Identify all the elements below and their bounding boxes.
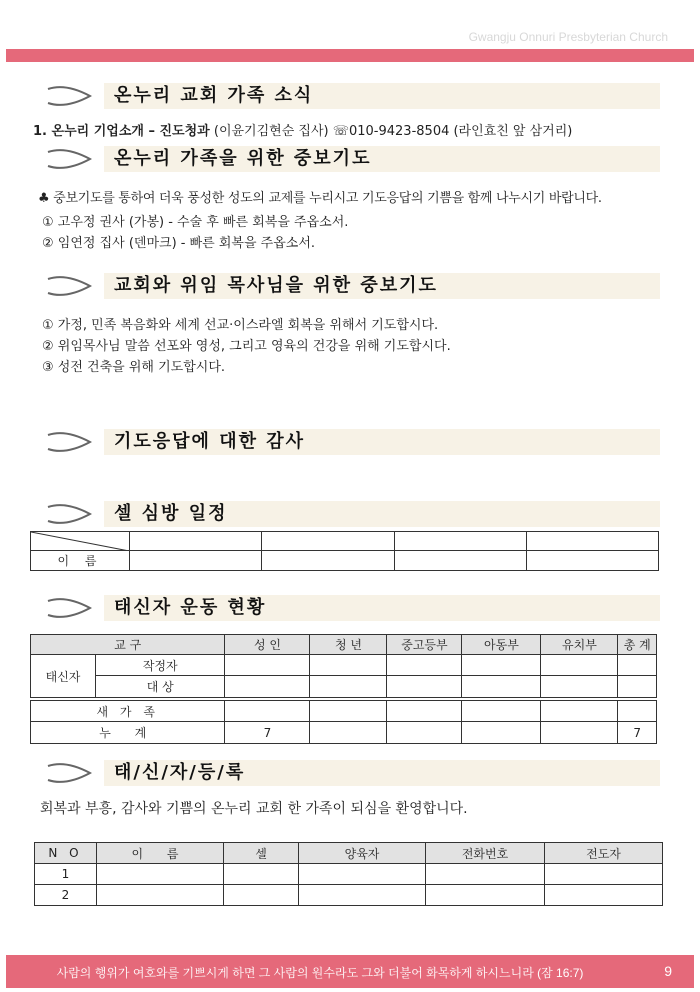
section-thanks: [46, 425, 660, 459]
total-cell: 7: [225, 722, 310, 744]
total-cell: [462, 722, 541, 744]
registration-table: [34, 842, 663, 906]
header-cell: 중고등부: [387, 635, 462, 655]
data-cell: [426, 885, 545, 906]
data-cell: [387, 701, 462, 722]
row-number: 2: [35, 885, 97, 906]
header-cell: 전도자: [545, 843, 663, 864]
header-cell: 성 인: [225, 635, 310, 655]
ichthys-fish-icon: [46, 149, 92, 169]
section-title: 교회와 위임 목사님을 위한 중보기도: [104, 273, 660, 299]
data-cell: [225, 701, 310, 722]
registration-welcome: 회복과 부흥, 감사와 기쁨의 온누리 교회 한 가족이 되심을 환영합니다.: [40, 801, 468, 817]
data-cell: [618, 676, 657, 698]
church-name: Gwangju Onnuri Presbyterian Church: [468, 30, 668, 44]
data-cell: [299, 864, 426, 885]
ichthys-fish-icon: [46, 598, 92, 618]
data-cell: [541, 655, 618, 676]
data-cell: [545, 864, 663, 885]
cell-visit-cell: [526, 532, 658, 551]
row-label: 작정자: [96, 655, 225, 676]
data-cell: [299, 885, 426, 906]
total-cell: [310, 722, 387, 744]
data-cell: [462, 676, 541, 698]
cell-visit-cell: [130, 551, 262, 571]
data-cell: [225, 655, 310, 676]
ichthys-fish-icon: [46, 276, 92, 296]
section-evangelism: [46, 591, 660, 625]
total-cell: 7: [618, 722, 657, 744]
cell-visit-cell: [394, 532, 526, 551]
header-cell: 양육자: [299, 843, 426, 864]
header-cell: 이 름: [97, 843, 224, 864]
data-cell: [541, 676, 618, 698]
header-cell: 유치부: [541, 635, 618, 655]
data-cell: [462, 655, 541, 676]
cell-visit-cell: [262, 551, 394, 571]
data-cell: [224, 885, 299, 906]
header-cell: N O: [35, 843, 97, 864]
data-cell: [97, 885, 224, 906]
ichthys-fish-icon: [46, 763, 92, 783]
section-family-news: [46, 79, 660, 113]
data-cell: [225, 676, 310, 698]
footer-bar: [6, 955, 694, 988]
section-title: 온누리 교회 가족 소식: [104, 83, 660, 109]
header-cell: 총 계: [618, 635, 657, 655]
prayer-item: ① 가정, 민족 복음화와 세계 선교·이스라엘 회복을 위해서 기도합시다.: [42, 318, 439, 333]
header-cell: 셀: [224, 843, 299, 864]
new-family-label: 새 가 족: [31, 701, 225, 722]
diagonal-header-cell: [31, 532, 130, 551]
data-cell: [618, 655, 657, 676]
item-label: 온누리 기업소개 – 진도청과: [51, 124, 210, 139]
page-number: 9: [664, 963, 672, 979]
data-cell: [310, 701, 387, 722]
prayer-item: ② 위임목사님 말씀 선포와 영성, 그리고 영육의 건강을 위해 기도합시다.: [42, 339, 451, 354]
item-detail: (이윤기김현순 집사) ☏010-9423-8504 (라인효친 앞 삼거리): [209, 124, 573, 139]
data-cell: [387, 655, 462, 676]
header-cell: 교 구: [31, 635, 225, 655]
cell-visit-table: [30, 531, 659, 571]
total-cell: [387, 722, 462, 744]
header-cell: 아동부: [462, 635, 541, 655]
ichthys-fish-icon: [46, 504, 92, 524]
top-accent-bar: [6, 49, 694, 62]
data-cell: [545, 885, 663, 906]
data-cell: [618, 701, 657, 722]
data-cell: [310, 655, 387, 676]
data-cell: [387, 676, 462, 698]
section-cell-visit: [46, 497, 660, 531]
data-cell: [310, 676, 387, 698]
total-label: 누 계: [31, 722, 225, 744]
diagonal-line: [31, 532, 129, 551]
section-title: 태/신/자/등/록: [104, 760, 660, 786]
item-number: 1.: [33, 124, 52, 139]
family-news-item: [33, 120, 572, 139]
row-number: 1: [35, 864, 97, 885]
cell-visit-cell: [526, 551, 658, 571]
prayer-item: ② 임연정 집사 (덴마크) - 빠른 회복을 주옵소서.: [42, 236, 316, 251]
total-cell: [541, 722, 618, 744]
header-cell: 청 년: [310, 635, 387, 655]
section-title: 태신자 운동 현황: [104, 595, 660, 621]
data-cell: [426, 864, 545, 885]
cell-visit-name-label: 이 름: [31, 551, 130, 571]
evangelism-table: [30, 634, 657, 744]
section-title: 기도응답에 대한 감사: [104, 429, 660, 455]
data-cell: [541, 701, 618, 722]
section-church-prayer: [46, 269, 660, 303]
section-registration: [46, 756, 660, 790]
header-cell: 전화번호: [426, 843, 545, 864]
data-cell: [224, 864, 299, 885]
family-prayer-intro: ♣ 중보기도를 통하여 더욱 풍성한 성도의 교제를 누리시고 기도응답의 기쁨을 함께 나누시기 바랍니다.: [38, 191, 602, 206]
cell-visit-cell: [394, 551, 526, 571]
prayer-item: ③ 성전 건축을 위해 기도합시다.: [42, 360, 226, 375]
footer-verse: 사람의 행위가 여호와를 기쁘시게 하면 그 사람의 원수라도 그와 더불어 화목하게 하시느니라 (잠 16:7): [56, 966, 584, 980]
data-cell: [462, 701, 541, 722]
data-cell: [97, 864, 224, 885]
cell-visit-cell: [130, 532, 262, 551]
prayer-item: ① 고우정 권사 (가봉) - 수술 후 빠른 회복을 주옵소서.: [42, 215, 349, 230]
ichthys-fish-icon: [46, 432, 92, 452]
cell-visit-cell: [262, 532, 394, 551]
section-title: 셀 심방 일정: [104, 501, 660, 527]
section-family-prayer: [46, 142, 660, 176]
group-label: 태신자: [31, 655, 96, 698]
row-label: 대 상: [96, 676, 225, 698]
section-title: 온누리 가족을 위한 중보기도: [104, 146, 660, 172]
ichthys-fish-icon: [46, 86, 92, 106]
